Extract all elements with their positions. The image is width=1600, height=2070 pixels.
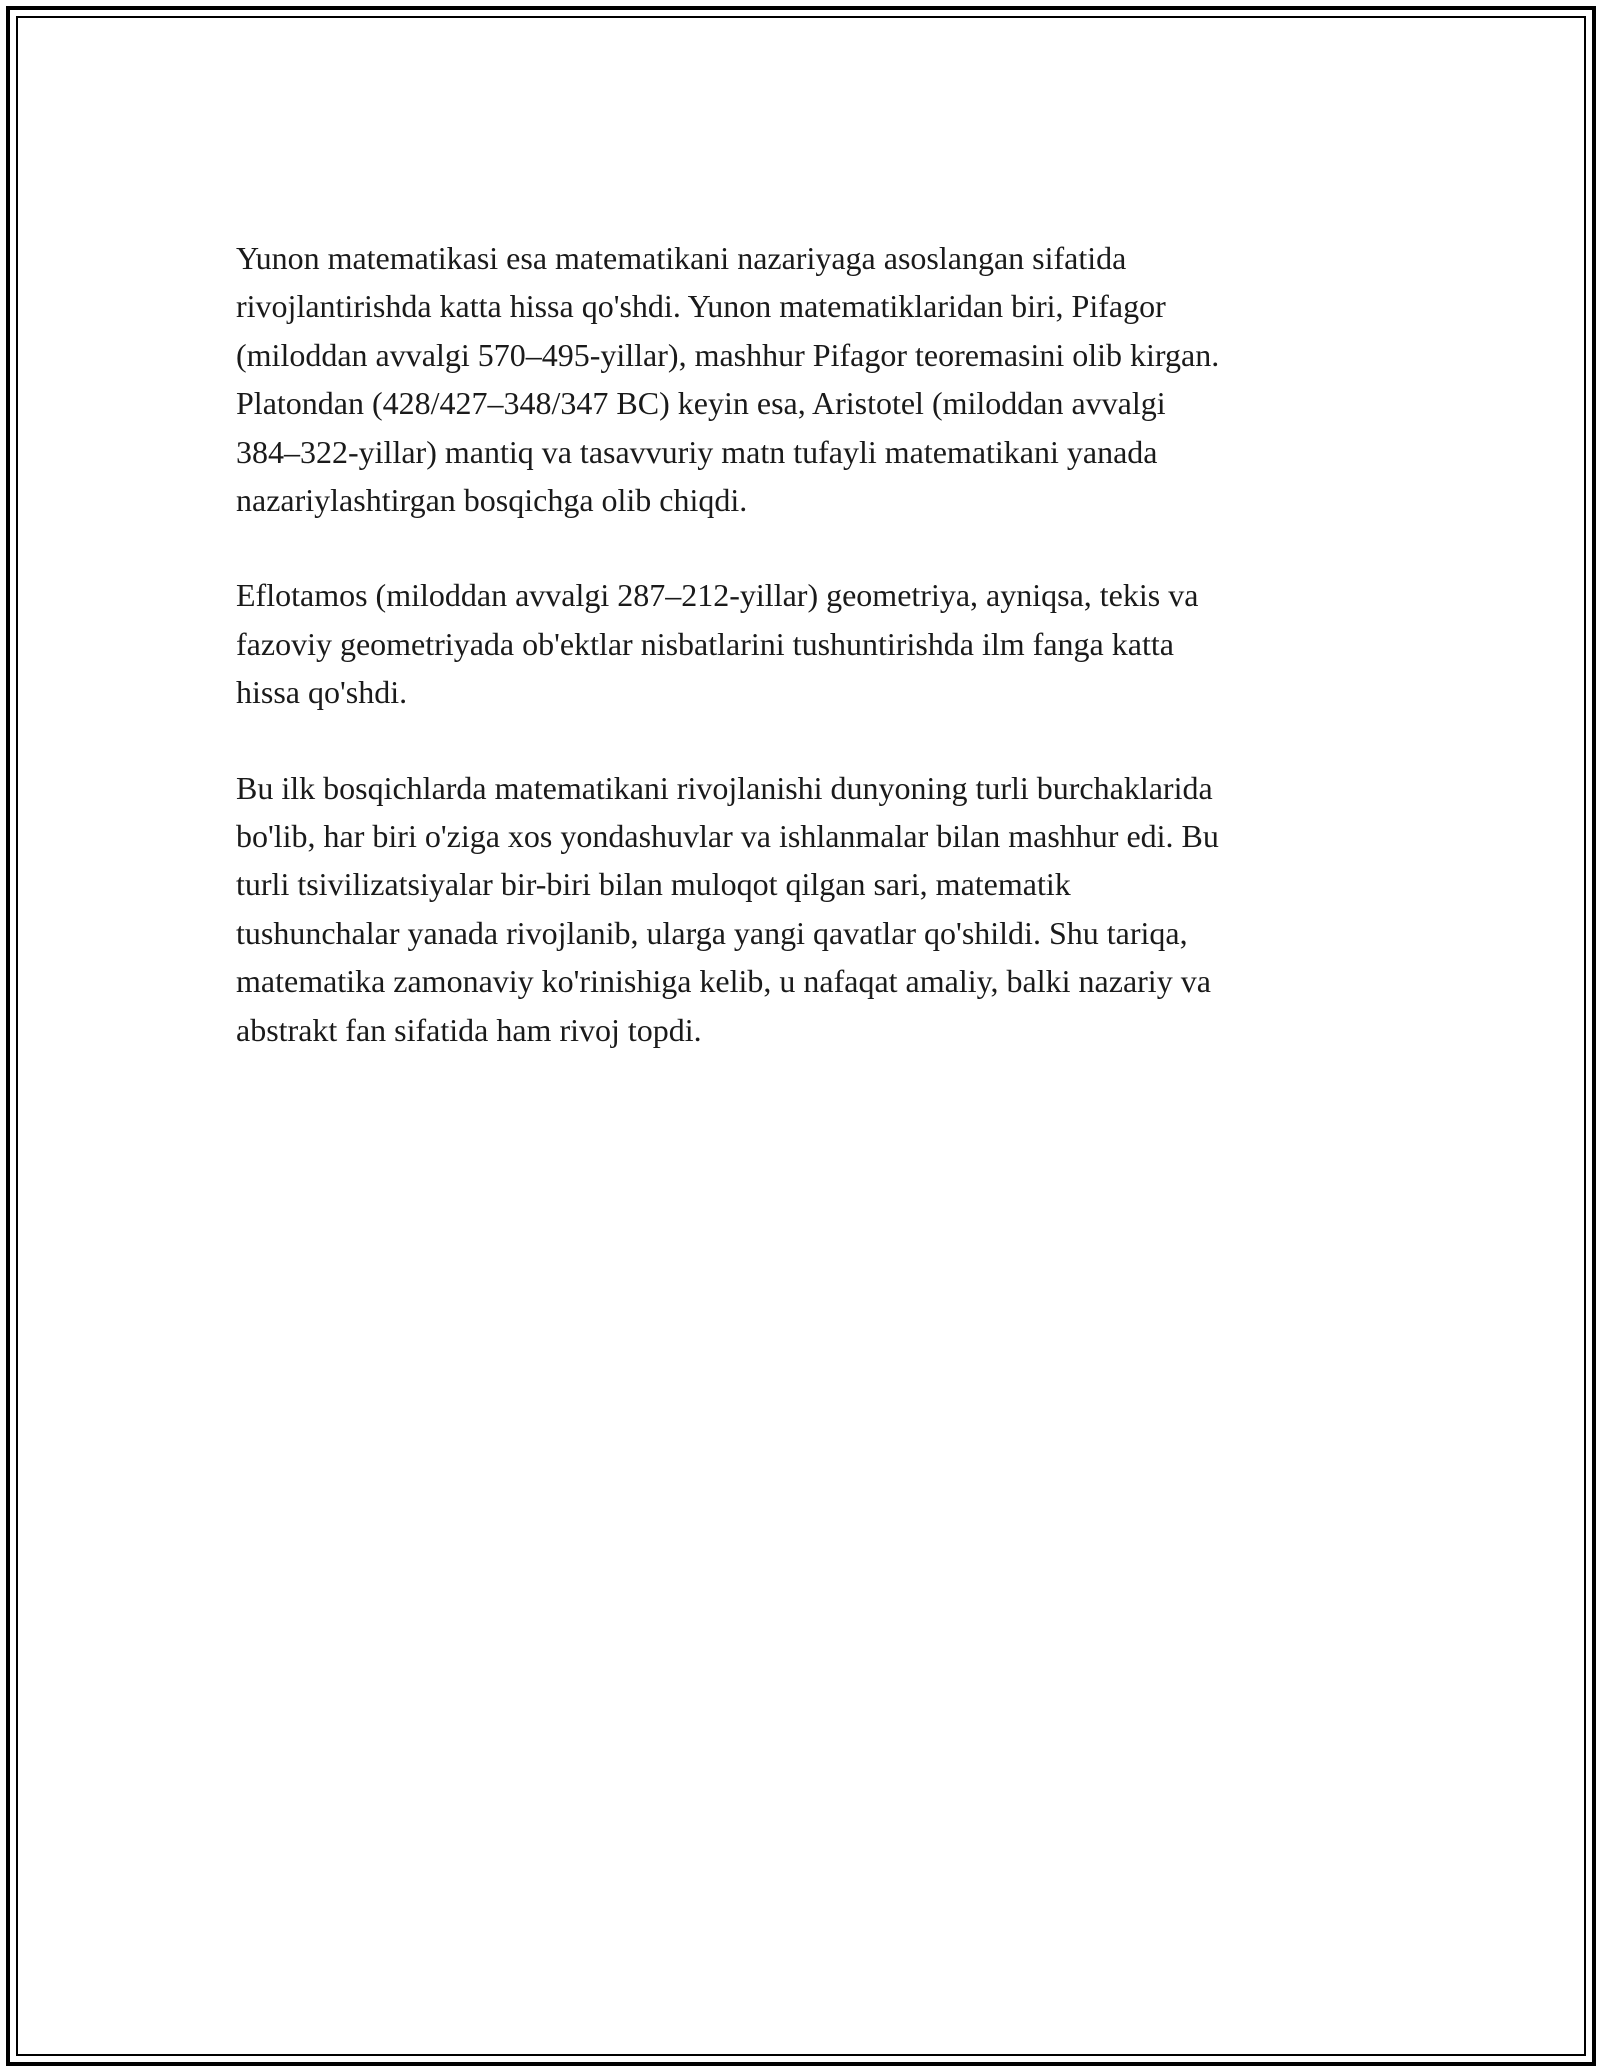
paragraph-eflotamos: Eflotamos (miloddan avvalgi 287–212-yillar) geometriya, ayniqsa, tekis va fazoviy geometriyada ob'ektlar nisbatlarini tushuntirishda ilm fanga katta hissa qo'shdi.: [236, 577, 1199, 711]
document-body: [236, 234, 1376, 1101]
paragraph-greek-mathematics: Yunon matematikasi esa matematikani nazariyaga asoslangan sifatida rivojlantirishda katta hissa qo'shdi. Yunon matematiklaridan biri, Pifagor (miloddan avvalgi 570–495-yillar), mashhur Pifagor teoremasini olib kirgan. Platondan (428/427–348/347 BC) keyin esa, Aristotel (miloddan avvalgi 384–322-yillar) mantiq va tasavvuriy matn tufayli matematikani yanada nazariylashtirgan bosqichga olib chiqdi.: [236, 240, 1220, 519]
paragraph-early-development: Bu ilk bosqichlarda matematikani rivojlanishi dunyoning turli burchaklarida bo'lib, har biri o'ziga xos yondashuvlar va ishlanmalar bilan mashhur edi. Bu turli tsivilizatsiyalar bir-biri bilan muloqot qilgan sari, matematik tushunchalar yanada rivojlanib, ularga yangi qavatlar qo'shildi. Shu tariqa, matematika zamonaviy ko'rinishiga kelib, u nafaqat amaliy, balki nazariy va abstrakt fan sifatida ham rivoj topdi.: [236, 769, 1219, 1048]
